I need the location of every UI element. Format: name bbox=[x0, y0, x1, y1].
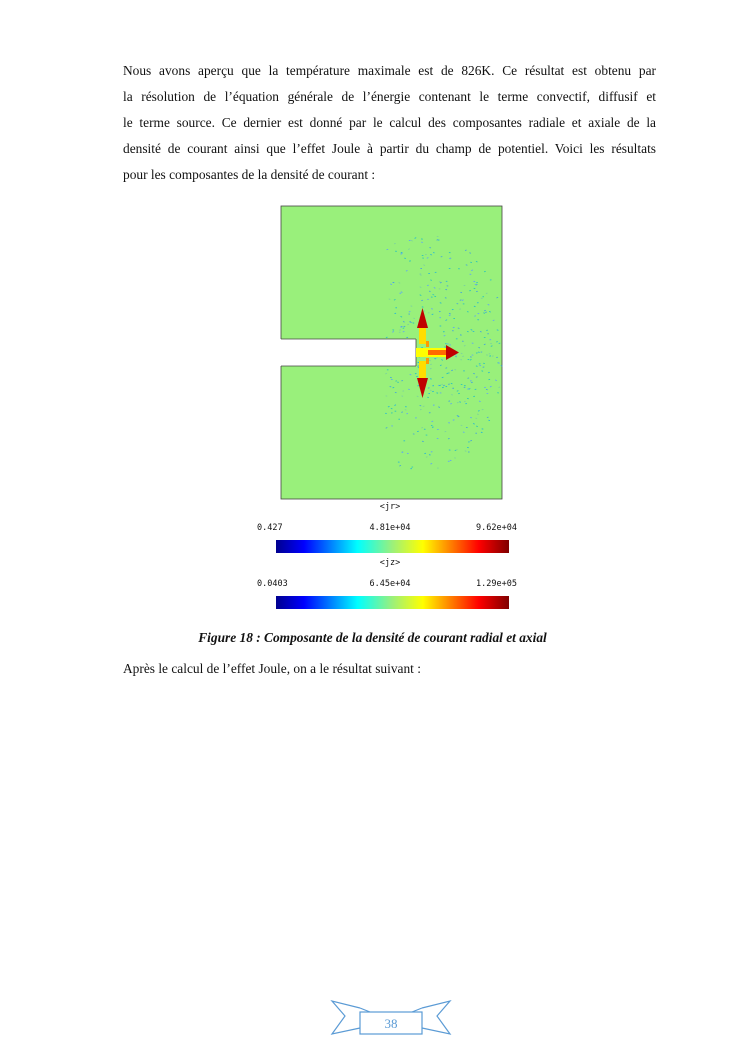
vector-mark bbox=[444, 336, 446, 337]
vector-mark bbox=[483, 363, 485, 364]
vector-mark bbox=[501, 366, 503, 367]
legend-jr-label: <jr> bbox=[379, 502, 401, 512]
vector-mark bbox=[488, 420, 490, 421]
intro-line: densité de courant ainsi que l’effet Joule à partir du champ de potentiel. Voici les résultats bbox=[123, 141, 656, 156]
vector-mark bbox=[432, 391, 434, 392]
vector-mark bbox=[437, 429, 439, 430]
intro-line: la résolution de l’équation générale de l’énergie contenant le terme convectif, diffusif et bbox=[123, 89, 656, 104]
vector-mark bbox=[488, 372, 490, 373]
vector-mark bbox=[388, 406, 390, 407]
vector-mark bbox=[442, 377, 444, 378]
vector-mark bbox=[470, 360, 472, 361]
vector-mark bbox=[473, 424, 475, 425]
vector-mark bbox=[432, 427, 434, 428]
legend-jr-min: 0.427 bbox=[257, 523, 283, 533]
vector-mark bbox=[478, 347, 480, 348]
vector-mark bbox=[443, 385, 445, 386]
vector-mark bbox=[480, 332, 482, 333]
vector-mark bbox=[476, 377, 478, 378]
vector-mark bbox=[423, 406, 425, 407]
vector-mark bbox=[482, 371, 484, 372]
electrode-gap bbox=[280, 339, 416, 366]
vector-mark bbox=[464, 387, 466, 388]
legend-jz-max: 1.29e+05 bbox=[476, 579, 517, 589]
vector-mark bbox=[390, 377, 392, 378]
vector-mark bbox=[430, 364, 432, 365]
vector-mark bbox=[403, 331, 405, 332]
vector-mark bbox=[469, 253, 471, 254]
vector-mark bbox=[421, 300, 423, 301]
vector-mark bbox=[464, 385, 466, 386]
vector-mark bbox=[421, 428, 423, 429]
vector-mark bbox=[462, 356, 464, 357]
vector-mark bbox=[486, 293, 488, 294]
vector-mark bbox=[440, 365, 442, 366]
vector-mark bbox=[499, 387, 501, 388]
vector-mark bbox=[446, 368, 448, 369]
vector-mark bbox=[493, 320, 495, 321]
vector-mark bbox=[477, 414, 479, 415]
vector-mark bbox=[410, 374, 412, 375]
vector-mark bbox=[411, 241, 413, 242]
vector-mark bbox=[403, 322, 405, 323]
intro-line: pour les composantes de la densité de courant : bbox=[123, 167, 376, 182]
vector-mark bbox=[476, 426, 478, 427]
vector-mark bbox=[470, 262, 472, 263]
legend-jz-label: <jz> bbox=[379, 558, 401, 568]
vector-mark bbox=[476, 261, 478, 262]
vector-mark bbox=[401, 253, 403, 254]
intro-line: Nous avons aperçu que la température maximale est de 826K. Ce résultat est obtenu par bbox=[123, 63, 656, 78]
vector-mark bbox=[470, 440, 472, 441]
vector-mark bbox=[465, 250, 467, 251]
vector-mark bbox=[430, 280, 432, 281]
vector-mark bbox=[405, 410, 407, 411]
legend-jr-mid: 4.81e+04 bbox=[369, 523, 411, 533]
vector-mark bbox=[489, 354, 491, 355]
vector-mark bbox=[466, 265, 468, 266]
vector-mark bbox=[468, 378, 470, 379]
vector-mark bbox=[455, 370, 457, 371]
vector-mark bbox=[409, 312, 411, 313]
vector-mark bbox=[426, 457, 428, 458]
vector-mark bbox=[479, 401, 481, 402]
vector-mark bbox=[446, 386, 448, 387]
vector-mark bbox=[460, 292, 462, 293]
vector-mark bbox=[455, 355, 457, 356]
vector-mark bbox=[424, 453, 426, 454]
vector-mark bbox=[484, 271, 486, 272]
vector-mark bbox=[440, 282, 442, 283]
legend-jr-max: 9.62e+04 bbox=[476, 523, 517, 533]
vector-mark bbox=[479, 365, 481, 366]
vector-mark bbox=[474, 316, 476, 317]
vector-mark bbox=[476, 366, 478, 367]
vector-mark bbox=[417, 386, 419, 387]
vector-mark bbox=[431, 425, 433, 426]
vector-mark bbox=[406, 271, 408, 272]
vector-mark bbox=[481, 298, 483, 299]
legend-jz-min: 0.0403 bbox=[257, 579, 288, 589]
vector-mark bbox=[401, 412, 403, 413]
legend-jz-mid: 6.45e+04 bbox=[369, 579, 411, 589]
intro-line: le terme source. Ce dernier est donné par le calcul des composantes radiale et axiale de la bbox=[123, 115, 656, 130]
vector-mark bbox=[432, 314, 434, 315]
after-paragraph: Après le calcul de l’effet Joule, on a le résultat suivant : bbox=[123, 661, 421, 676]
vector-mark bbox=[389, 299, 391, 300]
vector-mark bbox=[450, 404, 452, 405]
intro-paragraph bbox=[123, 58, 656, 188]
page-number: 38 bbox=[384, 1016, 398, 1031]
vector-mark bbox=[431, 309, 433, 310]
vector-mark bbox=[489, 379, 491, 380]
vector-mark bbox=[449, 313, 451, 314]
vector-mark bbox=[449, 315, 451, 316]
vector-mark bbox=[387, 249, 389, 250]
vector-mark bbox=[407, 324, 409, 325]
vector-mark bbox=[459, 402, 461, 403]
legend-jr-colorbar bbox=[276, 540, 509, 553]
vector-mark bbox=[478, 411, 480, 412]
vector-mark bbox=[427, 258, 429, 259]
vector-mark bbox=[458, 393, 460, 394]
page-number-banner bbox=[330, 998, 452, 1038]
legend-jz-colorbar bbox=[276, 596, 509, 609]
vector-mark bbox=[474, 306, 476, 307]
figure-caption: Figure 18 : Composante de la densité de courant radial et axial bbox=[198, 630, 547, 645]
simulation-field bbox=[280, 206, 502, 499]
vector-mark bbox=[444, 347, 446, 348]
vector-mark bbox=[458, 328, 460, 329]
vector-mark bbox=[394, 300, 396, 301]
vector-mark bbox=[430, 255, 432, 256]
current-density-figure bbox=[255, 202, 525, 614]
vector-mark bbox=[491, 346, 493, 347]
